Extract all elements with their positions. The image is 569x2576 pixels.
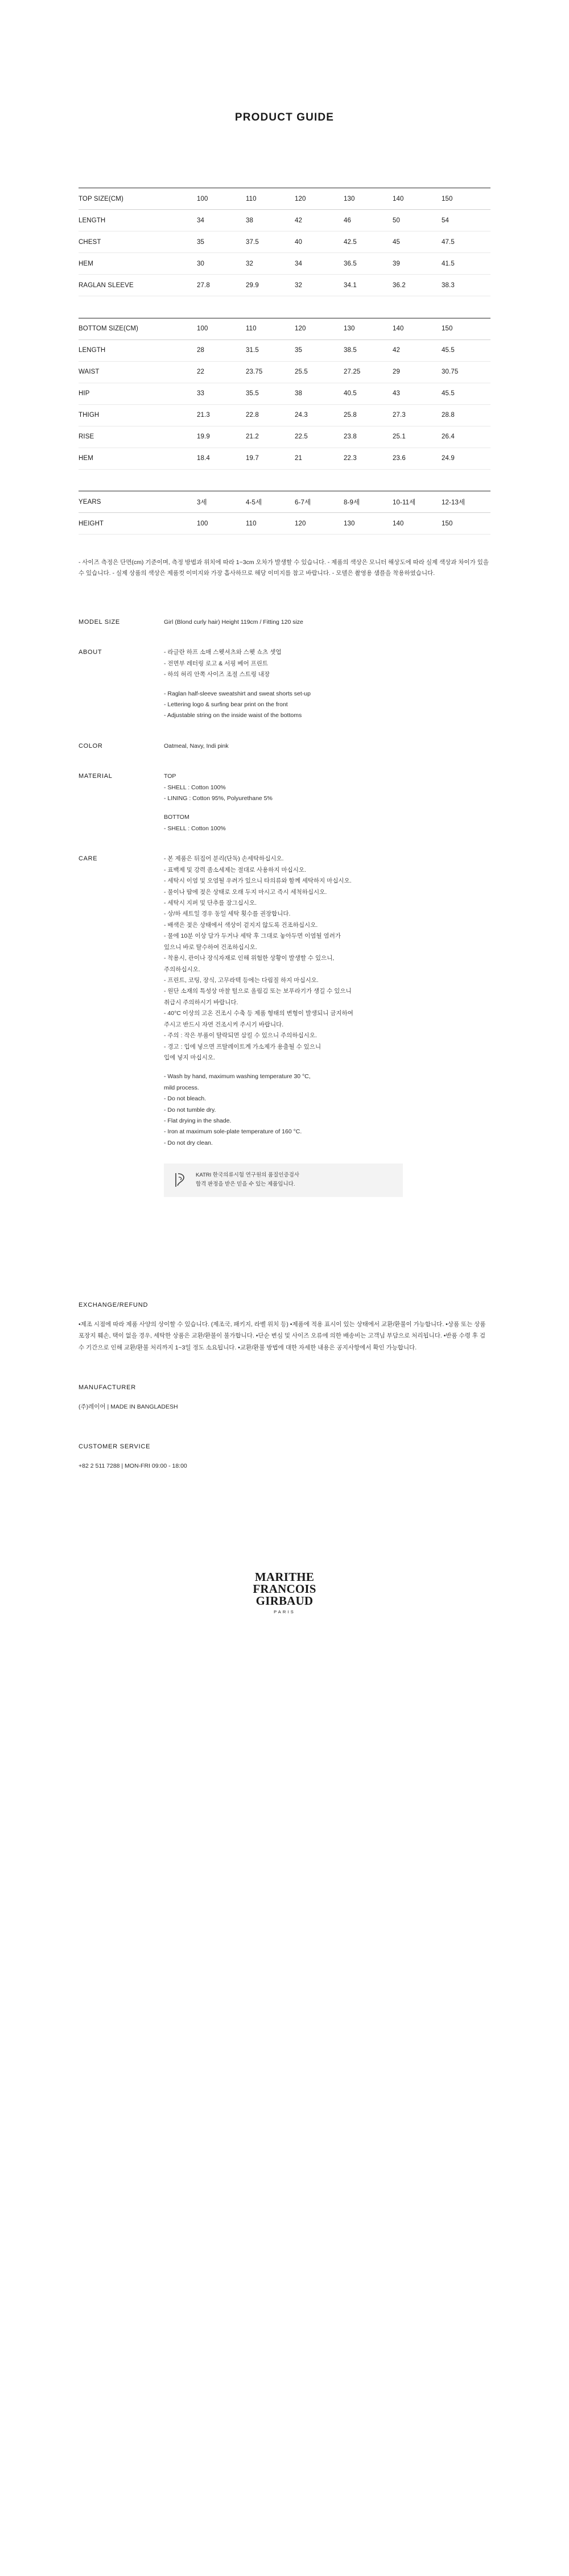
top-size-table — [79, 188, 490, 318]
cell: 21.2 — [246, 426, 295, 448]
column-header-size: 130 — [344, 318, 393, 339]
section-line: •제조 시점에 따라 제품 사양의 상이할 수 있습니다. (제조국, 패키지, 라벨 위치 등) — [79, 1320, 288, 1328]
cell: 34 — [295, 253, 344, 275]
section-line: •제품에 적용 표시이 있는 상태에서 교환/환불이 가능합니다. — [290, 1320, 444, 1328]
section-body — [79, 1319, 490, 1353]
row-label: LENGTH — [79, 339, 197, 361]
column-header-years: 6-7세 — [295, 491, 344, 513]
bottom-size-label: BOTTOM SIZE(CM) — [79, 318, 197, 339]
logo-line-2: FRANCOIS — [253, 1581, 316, 1596]
cell: 42 — [295, 210, 344, 231]
cell: 30 — [197, 253, 246, 275]
cell: 130 — [344, 513, 393, 535]
column-header-size: 120 — [295, 318, 344, 339]
katri-line: 합격 판정을 받은 믿을 수 있는 제품입니다. — [196, 1181, 295, 1188]
care-line: - 본 제품은 뒤집어 분리(단독) 손세탁하십시오. — [164, 855, 284, 863]
cell: 25.8 — [344, 404, 393, 426]
cell: 23.6 — [393, 448, 442, 469]
spec-line: Oatmeal, Navy, Indi pink — [164, 742, 229, 749]
cell: 110 — [246, 513, 295, 535]
care-line: - 표백제 및 강력 좀소세제는 절대로 사용하지 마십시오. — [164, 866, 306, 873]
cell: 24.3 — [295, 404, 344, 426]
care-line: - 착용시, 관이나 장식자재로 인해 위험한 상황이 발생할 수 있으니, — [164, 955, 335, 962]
care-line: 주시고 반드시 자연 건조시켜 주시기 바랍니다. — [164, 1021, 284, 1028]
spec-row-model-size — [79, 617, 490, 628]
cell: 19.7 — [246, 448, 295, 469]
katri-certification-box — [164, 1163, 403, 1196]
column-header-years: 10-11세 — [393, 491, 442, 513]
table-header-row — [79, 318, 490, 339]
table-row — [79, 253, 490, 275]
spec-line: - 전면부 레터링 로고 & 서핑 베어 프린트 — [164, 660, 269, 667]
care-line: - Do not dry clean. — [164, 1139, 213, 1146]
cell: 38 — [295, 383, 344, 404]
table-row — [79, 426, 490, 448]
cell: 54 — [442, 210, 490, 231]
table-row — [79, 448, 490, 469]
section-line: •반품 수령 후 검수 기간으로 인해 교환/환불 처리까지 1~3일 정도 소요됩니다. — [79, 1332, 486, 1351]
cell: 27.8 — [197, 275, 246, 296]
cell: 42.5 — [344, 231, 393, 253]
note-line: - 모델은 촬영용 샘플을 착용하였습니다. — [332, 570, 435, 577]
cell: 25.5 — [295, 361, 344, 383]
spec-line: - Adjustable string on the inside waist of the bottoms — [164, 712, 302, 719]
logo-subtitle: PARIS — [274, 1609, 295, 1614]
table-row — [79, 210, 490, 231]
section-manufacturer — [79, 1384, 490, 1413]
row-label: HIP — [79, 383, 197, 404]
cell: 21 — [295, 448, 344, 469]
cell: 38 — [246, 210, 295, 231]
spec-line: - LINING : Cotton 95%, Polyurethane 5% — [164, 795, 273, 802]
column-header-size: 140 — [393, 188, 442, 210]
care-line: - Wash by hand, maximum washing temperature 30 °C, — [164, 1073, 311, 1080]
column-header-size: 120 — [295, 188, 344, 210]
row-label: HEM — [79, 448, 197, 469]
table-row — [79, 275, 490, 296]
care-line: - 배색은 젖은 상태에서 색상이 겉지지 않도록 건조하십시오. — [164, 921, 318, 929]
table-row — [79, 404, 490, 426]
cell: 38.3 — [442, 275, 490, 296]
cell: 24.9 — [442, 448, 490, 469]
cell: 35.5 — [246, 383, 295, 404]
spec-key: COLOR — [79, 742, 103, 749]
table-row — [79, 361, 490, 383]
column-header-size: 100 — [197, 318, 246, 339]
spec-line: - Raglan half-sleeve sweatshirt and sweat shorts set-up — [164, 690, 311, 697]
brand-logo — [0, 1503, 569, 1654]
table-spacer — [79, 469, 490, 491]
spec-key: CARE — [79, 855, 98, 863]
section-line: •교환/환불 방법에 대한 자세한 내용은 공지사항에서 확인 가능합니다. — [238, 1344, 417, 1351]
cell: 29.9 — [246, 275, 295, 296]
cell: 140 — [393, 513, 442, 535]
spec-line: TOP — [164, 773, 176, 780]
cell: 32 — [295, 275, 344, 296]
section-customer-service — [79, 1443, 490, 1472]
care-line: - 원단 소재의 특성상 마찰 털으로 올림김 또는 보푸라기가 생길 수 있으니 — [164, 988, 352, 995]
row-label: LENGTH — [79, 210, 197, 231]
row-label: WAIST — [79, 361, 197, 383]
cell: 43 — [393, 383, 442, 404]
row-label: THIGH — [79, 404, 197, 426]
bottom-size-table — [79, 318, 490, 491]
cell: 28.8 — [442, 404, 490, 426]
spec-row-color — [79, 741, 490, 752]
column-header-size: 150 — [442, 318, 490, 339]
section-exchange-refund — [79, 1302, 490, 1353]
cell: 28 — [197, 339, 246, 361]
logo-line-3: GIRBAUD — [255, 1593, 314, 1608]
table-header-row — [79, 491, 490, 513]
cell: 50 — [393, 210, 442, 231]
cell: 22.8 — [246, 404, 295, 426]
spec-key: ABOUT — [79, 649, 102, 656]
column-header-size: 110 — [246, 188, 295, 210]
cell: 45 — [393, 231, 442, 253]
care-line: 있으니 바로 탈수하여 건조하십시오. — [164, 943, 257, 951]
care-line: 주의하십시오. — [164, 966, 200, 973]
spec-key: MATERIAL — [79, 773, 113, 780]
care-line: 입에 넣지 마십시오. — [164, 1054, 215, 1061]
spec-value — [164, 771, 490, 834]
spec-key: MODEL SIZE — [79, 618, 120, 626]
row-label: HEM — [79, 253, 197, 275]
spec-line: - 라글란 하프 소매 스웻셔츠와 스웻 쇼츠 셋업 — [164, 649, 282, 656]
note-line: - 실제 상품의 색상은 제품컷 이미지와 가장 흡사하므로 해당 이미지를 참고 바랍니다. — [112, 570, 331, 577]
row-label: HEIGHT — [79, 513, 197, 535]
cell: 35 — [197, 231, 246, 253]
spec-value — [164, 854, 490, 1196]
column-header-size: 100 — [197, 188, 246, 210]
bottom-sections — [79, 1216, 490, 1472]
column-header-size: 130 — [344, 188, 393, 210]
care-line: - 프린트, 코팅, 장식, 고무라텍 등에는 다림질 하지 마십시오. — [164, 976, 319, 984]
care-line: - 경고 : 입에 넣으면 프탈레이트계 가소제가 용출될 수 있으니 — [164, 1043, 321, 1050]
years-label: YEARS — [79, 491, 197, 513]
cell: 47.5 — [442, 231, 490, 253]
care-line: - 상/하 세트일 경우 동일 세탁 횟수를 권장합니다. — [164, 910, 291, 918]
note-line: - 사이즈 측정은 단면(cm) 기준이며, 측정 방법과 위치에 따라 1~3cm 오차가 발생할 수 있습니다. — [79, 559, 326, 566]
table-row — [79, 513, 490, 535]
section-body — [79, 1401, 490, 1413]
section-line: (주)레이어 | MADE IN BANGLADESH — [79, 1403, 178, 1410]
section-heading: CUSTOMER SERVICE — [79, 1443, 151, 1451]
row-label: CHEST — [79, 231, 197, 253]
cell: 22.3 — [344, 448, 393, 469]
section-body — [79, 1460, 490, 1472]
row-label: RISE — [79, 426, 197, 448]
top-size-label: TOP SIZE(CM) — [79, 188, 197, 210]
cell: 30.75 — [442, 361, 490, 383]
cell: 27.3 — [393, 404, 442, 426]
page-title: PRODUCT GUIDE — [234, 111, 335, 123]
care-line: - 세탁시 지퍼 및 단추를 잠그십시오. — [164, 900, 257, 907]
spec-list — [79, 579, 490, 1197]
cell: 29 — [393, 361, 442, 383]
care-line: - Flat drying in the shade. — [164, 1117, 232, 1125]
section-line: +82 2 511 7288 | MON-FRI 09:00 - 18:00 — [79, 1463, 187, 1470]
table-row — [79, 383, 490, 404]
care-line: mild process. — [164, 1084, 199, 1091]
cell: 34 — [197, 210, 246, 231]
column-header-size: 150 — [442, 188, 490, 210]
katri-line: KATRI 한국의류시험 연구원의 품질인증검사 — [196, 1172, 300, 1179]
column-header-years: 4-5세 — [246, 491, 295, 513]
column-header-size: 110 — [246, 318, 295, 339]
care-line: - Do not bleach. — [164, 1095, 207, 1103]
spec-value — [164, 741, 490, 752]
section-heading: MANUFACTURER — [79, 1384, 136, 1391]
section-line: •단순 변심 및 사이즈 오류에 의한 배송비는 고객님 부담으로 처리됩니다. — [255, 1332, 442, 1340]
cell: 23.8 — [344, 426, 393, 448]
spec-line: - SHELL : Cotton 100% — [164, 784, 226, 791]
spec-value — [164, 617, 490, 628]
cell: 36.2 — [393, 275, 442, 296]
katri-text — [196, 1171, 299, 1189]
spec-row-material — [79, 771, 490, 834]
cell: 45.5 — [442, 339, 490, 361]
cell: 37.5 — [246, 231, 295, 253]
years-height-table — [79, 491, 490, 535]
care-line: - Do not tumble dry. — [164, 1106, 216, 1113]
care-line: - 40°C 이상의 고온 건조시 수축 등 제품 형태의 변형이 발생되니 금지하여 — [164, 1010, 353, 1017]
cell: 34.1 — [344, 275, 393, 296]
care-line: - 주의 : 작은 부품이 탈락되면 삼킬 수 있으니 주의하십시오. — [164, 1032, 317, 1039]
cell: 36.5 — [344, 253, 393, 275]
row-label: RAGLAN SLEEVE — [79, 275, 197, 296]
cell: 26.4 — [442, 426, 490, 448]
cell: 33 — [197, 383, 246, 404]
cell: 32 — [246, 253, 295, 275]
spec-line: - SHELL : Cotton 100% — [164, 825, 226, 832]
cell: 22.5 — [295, 426, 344, 448]
care-line: - 물에 10분 이상 담가 두거나 세탁 후 그대로 놓아두면 이염될 염려가 — [164, 933, 341, 940]
spec-line: BOTTOM — [164, 814, 189, 821]
cell: 19.9 — [197, 426, 246, 448]
cell: 27.25 — [344, 361, 393, 383]
care-line: 취급시 주의하시기 바랍니다. — [164, 999, 238, 1006]
spec-value — [164, 647, 490, 722]
cell: 22 — [197, 361, 246, 383]
care-line: - 세탁시 이염 및 오염될 우려가 있으니 타의류와 함께 세탁하지 마십시오. — [164, 877, 352, 885]
cell: 39 — [393, 253, 442, 275]
care-line: - 물이나 땀에 젖은 상태로 오래 두지 마시고 즉시 세척하십시오. — [164, 888, 327, 896]
cell: 41.5 — [442, 253, 490, 275]
spec-row-about — [79, 647, 490, 722]
note-line: - 제품의 색상은 모니터 해상도에 따라 실제 색상과 차이가 있을 수 있습니다. — [79, 559, 489, 577]
spec-line: - 하의 허리 안쪽 사이즈 조절 스트링 내장 — [164, 671, 270, 678]
cell: 45.5 — [442, 383, 490, 404]
spec-line: - Lettering logo & surfing bear print on the front — [164, 701, 288, 708]
cell: 35 — [295, 339, 344, 361]
cell: 38.5 — [344, 339, 393, 361]
cell: 100 — [197, 513, 246, 535]
spec-row-care — [79, 854, 490, 1196]
cell: 40.5 — [344, 383, 393, 404]
cell: 18.4 — [197, 448, 246, 469]
section-heading: EXCHANGE/REFUND — [79, 1301, 149, 1308]
table-spacer — [79, 296, 490, 318]
column-header-size: 140 — [393, 318, 442, 339]
cell: 46 — [344, 210, 393, 231]
care-line: - Iron at maximum sole-plate temperature of 160 °C. — [164, 1128, 302, 1136]
cell: 21.3 — [197, 404, 246, 426]
cell: 42 — [393, 339, 442, 361]
column-header-years: 12-13세 — [442, 491, 490, 513]
column-header-years: 3세 — [197, 491, 246, 513]
katri-mark-icon — [173, 1171, 188, 1188]
cell: 25.1 — [393, 426, 442, 448]
size-notes — [79, 535, 490, 579]
column-header-years: 8-9세 — [344, 491, 393, 513]
spec-line: Girl (Blond curly hair) Height 119cm / Fitting 120 size — [164, 618, 303, 626]
table-row — [79, 231, 490, 253]
cell: 40 — [295, 231, 344, 253]
cell: 150 — [442, 513, 490, 535]
logo-line-1: MARITHE — [254, 1569, 315, 1584]
cell: 31.5 — [246, 339, 295, 361]
section-line: •상품 또는 상품 포장지 훼손, 택이 없을 경우, 세탁한 상품은 교환/환불이 불가합니다. — [79, 1320, 486, 1340]
cell: 120 — [295, 513, 344, 535]
table-row — [79, 339, 490, 361]
cell: 23.75 — [246, 361, 295, 383]
table-header-row — [79, 188, 490, 210]
size-tables — [79, 124, 490, 535]
